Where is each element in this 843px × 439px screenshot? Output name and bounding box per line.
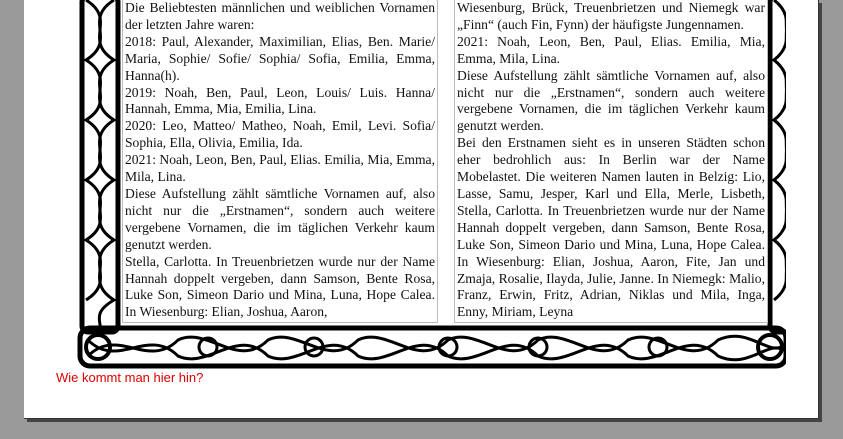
- paragraph: Stella, Carlotta. In Treuenbrietzen wurde nur der Name Hannah doppelt vergeben, dann Samson, Bente Rosa, Luke Son, Simeon Dario und Mina, Luna, Hope Calea. In Wiesenburg: Elian, Joshua, Aaron,: [125, 253, 435, 320]
- paragraph: Bei den Erstnamen sieht es in unseren Städten schon eher bedrohlich aus: In Berlin war der Name Mobelastet. Die weiteren Namen lauten in Belzig: Lio, Lasse, Samu, Jesper, Karl und Ella, Merle, Lisbeth, Stella, Carlotta. In Treuenbrietzen wurde nur der Name Hannah doppelt vergeben, dann Samson, Bente Rosa, Luke Son, Simeon Dario und Mina, Luna, Hope Calea. In Wiesenburg: Elian, Joshua, Aaron, Fite, Jan und Zmaja, Rosalie, Ilayda, Julie, Janne. In Niemegk: Malio, Franz, Erwin, Fritz, Adrian, Niklas und Mila, Inga, Enny, Miriam, Leyna: [457, 135, 765, 320]
- paragraph: Die Beliebtesten männlichen und weiblichen Vornamen der letzten Jahre waren:: [125, 0, 435, 32]
- document-page: [24, 0, 819, 419]
- paragraph: 2021: Noah, Leon, Ben, Paul, Elias. Emilia, Mia, Emma, Mila, Lina.: [125, 152, 435, 185]
- paragraph: Wiesenburg, Brück, Treuenbrietzen und Niemegk war „Finn“ (auch Fin, Fynn) der häufigste Jungennamen.: [457, 0, 765, 32]
- paragraph: 2021: Noah, Leon, Ben, Paul, Elias. Emilia, Mia, Emma, Mila, Lina.: [457, 33, 765, 66]
- paragraph: Diese Aufstellung zählt sämtliche Vornamen auf, also nicht nur die „Erstnamen“, sondern auch weitere vergebene Vornamen, die im täglichen Verkehr kaum genutzt werden.: [457, 67, 765, 134]
- text-column-left: [122, 0, 438, 323]
- paragraph: 2018: Paul, Alexander, Maximilian, Elias, Ben. Marie/ Maria, Sophie/ Sofie/ Sophia/ Sofia, Emilia, Emma, Hanna(h).: [125, 33, 435, 83]
- paragraph: Diese Aufstellung zählt sämtliche Vornamen auf, also nicht nur die „Erstnamen“, sondern auch weitere vergebene Vornamen, die im täglichen Verkehr kaum genutzt werden.: [125, 185, 435, 252]
- directions-link[interactable]: Wie kommt man hier hin?: [56, 370, 204, 385]
- paragraph: 2019: Noah, Ben, Paul, Leon, Louis/ Luis. Hanna/ Hannah, Emma, Mia, Emilia, Lina.: [125, 84, 435, 117]
- text-column-right: [454, 0, 768, 323]
- paragraph: 2020: Leo, Matteo/ Matheo, Noah, Emil, Levi. Sofia/ Sophia, Ella, Olivia, Emilia, Ida.: [125, 118, 435, 151]
